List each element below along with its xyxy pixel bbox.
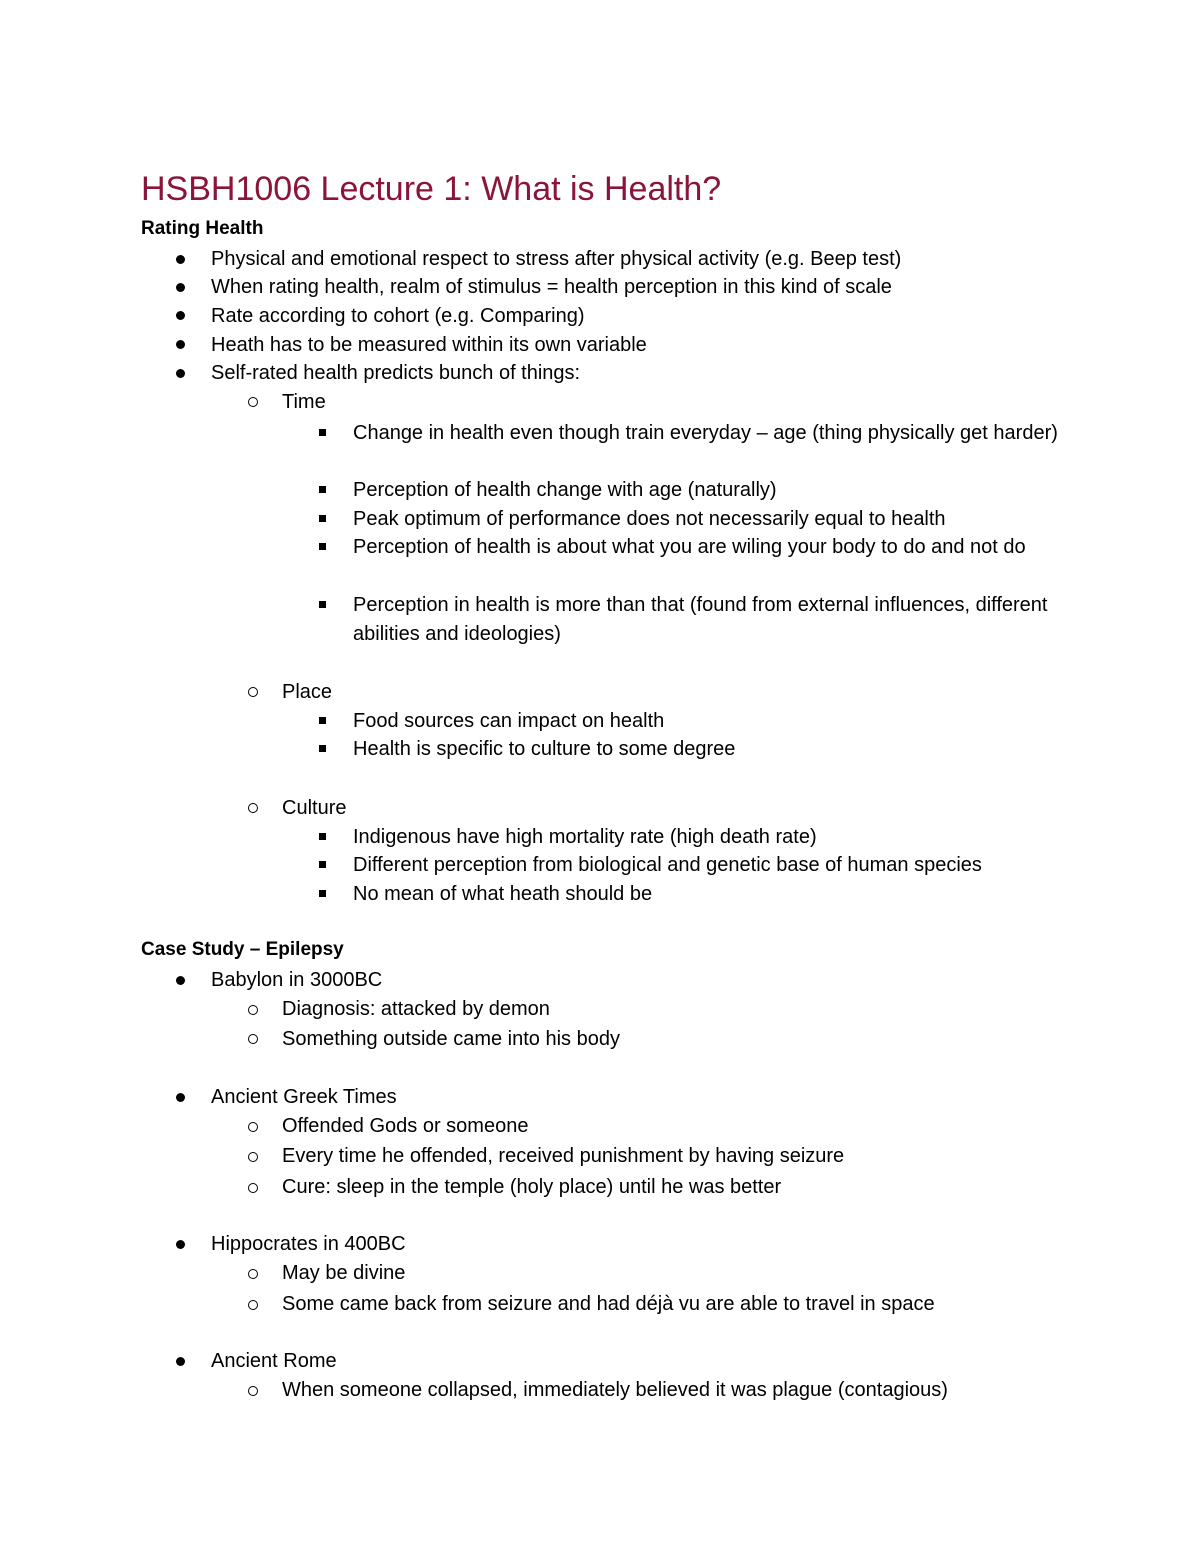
sub-bullet-icon (248, 687, 258, 697)
list-item: When rating health, realm of stimulus = health perception in this kind of scale (211, 276, 892, 298)
bullet-icon (176, 1093, 185, 1102)
list-item: Ancient Greek Times (211, 1086, 397, 1108)
sub-list-item: Diagnosis: attacked by demon (282, 998, 550, 1020)
square-bullet-icon (319, 861, 326, 868)
sub-bullet-icon (248, 1005, 258, 1015)
bullet-icon (176, 1240, 185, 1249)
nested-list-item: Health is specific to culture to some degree (353, 738, 736, 760)
list-item: Hippocrates in 400BC (211, 1233, 406, 1255)
nested-list-item: Peak optimum of performance does not necessarily equal to health (353, 508, 946, 530)
sub-list-label-culture: Culture (282, 797, 347, 819)
nested-list-item: Perception of health is about what you are wiling your body to do and not do (353, 536, 1026, 558)
page-title: HSBH1006 Lecture 1: What is Health? (141, 170, 722, 208)
bullet-icon (176, 369, 185, 378)
sub-bullet-icon (248, 1152, 258, 1162)
list-item: Heath has to be measured within its own variable (211, 334, 647, 356)
list-item: Physical and emotional respect to stress after physical activity (e.g. Beep test) (211, 248, 902, 270)
square-bullet-icon (319, 833, 326, 840)
square-bullet-icon (319, 745, 326, 752)
list-item: Babylon in 3000BC (211, 969, 383, 991)
bullet-icon (176, 311, 185, 320)
sub-bullet-icon (248, 1034, 258, 1044)
bullet-icon (176, 1357, 185, 1366)
nested-list-item: Perception in health is more than that (found from external influences, different abilities and ideologies) (353, 594, 1048, 645)
sub-list-item: Offended Gods or someone (282, 1115, 529, 1137)
square-bullet-icon (319, 486, 326, 493)
sub-bullet-icon (248, 397, 258, 407)
square-bullet-icon (319, 890, 326, 897)
nested-list-item: Different perception from biological and genetic base of human species (353, 854, 982, 876)
sub-list-item: Every time he offended, received punishment by having seizure (282, 1145, 845, 1167)
sub-list-item: Something outside came into his body (282, 1028, 620, 1050)
list-item: Ancient Rome (211, 1350, 337, 1372)
sub-bullet-icon (248, 1386, 258, 1396)
square-bullet-icon (319, 601, 326, 608)
bullet-icon (176, 283, 185, 292)
sub-bullet-icon (248, 1122, 258, 1132)
list-item: Self-rated health predicts bunch of things: (211, 362, 581, 384)
square-bullet-icon (319, 429, 326, 436)
square-bullet-icon (319, 717, 326, 724)
section-heading-case-study: Case Study – Epilepsy (141, 939, 344, 960)
sub-list-label-place: Place (282, 681, 333, 703)
sub-list-item: Some came back from seizure and had déjà vu are able to travel in space (282, 1293, 935, 1315)
nested-list-item: Change in health even though train everyday – age (thing physically get harder) (353, 422, 1058, 444)
square-bullet-icon (319, 515, 326, 522)
sub-list-item: Cure: sleep in the temple (holy place) until he was better (282, 1176, 782, 1198)
nested-list-item: Indigenous have high mortality rate (high death rate) (353, 826, 817, 848)
square-bullet-icon (319, 543, 326, 550)
bullet-icon (176, 255, 185, 264)
nested-list-item: No mean of what heath should be (353, 883, 653, 905)
list-item: Rate according to cohort (e.g. Comparing) (211, 305, 585, 327)
bullet-icon (176, 976, 185, 985)
sub-list-label-time: Time (282, 391, 326, 413)
sub-bullet-icon (248, 1269, 258, 1279)
nested-list-item: Perception of health change with age (naturally) (353, 479, 777, 501)
sub-bullet-icon (248, 1300, 258, 1310)
nested-list-item: Food sources can impact on health (353, 710, 665, 732)
section-heading-rating-health: Rating Health (141, 218, 264, 239)
bullet-icon (176, 340, 185, 349)
sub-bullet-icon (248, 1183, 258, 1193)
sub-bullet-icon (248, 803, 258, 813)
sub-list-item: When someone collapsed, immediately believed it was plague (contagious) (282, 1379, 948, 1401)
sub-list-item: May be divine (282, 1262, 406, 1284)
